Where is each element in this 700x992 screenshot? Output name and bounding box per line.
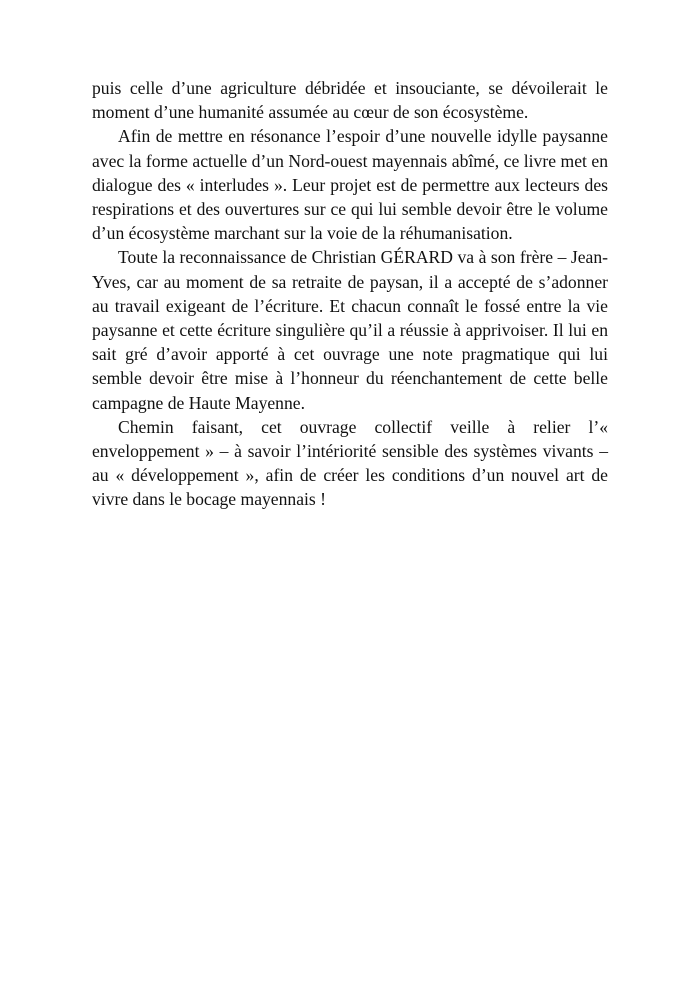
paragraph-conclusion: Chemin faisant, cet ouvrage collectif veille à relier l’« enveloppement » – à savoir l’intériorité sensible des systèmes vivants – au « développement », afin de créer les conditions d’un nouvel art de vivre dans le bocage mayennais ! <box>92 416 608 510</box>
paragraph-interludes: Afin de mettre en résonance l’espoir d’une nouvelle idylle paysanne avec la forme actuelle d’un Nord-ouest mayennais abîmé, ce livre met en dialogue des « interludes ». Leur projet est de permettre aux lecteurs des respirations et des ouvertures sur ce qui lui semble devoir être le volume d’un écosystème marchant sur la voie de la réhumanisation. <box>92 126 608 244</box>
paragraph-acknowledgement: Toute la reconnaissance de Christian GÉRARD va à son frère – Jean-Yves, car au moment de sa retraite de paysan, il a accepté de s’adonner au travail exigeant de l’écriture. Et chacun connaît le fossé entre la vie paysanne et cette écriture singulière qu’il a réussie à apprivoiser. Il lui en sait gré d’avoir apporté à cet ouvrage une note pragmatique qui lui semble devoir être mise à l’honneur du réenchantement de cette belle campagne de Haute Mayenne. <box>92 247 608 413</box>
paragraph-continuation: puis celle d’une agriculture débridée et insouciante, se dévoilerait le moment d’une humanité assumée au cœur de son écosystème. <box>92 78 608 123</box>
body-text <box>92 76 608 512</box>
